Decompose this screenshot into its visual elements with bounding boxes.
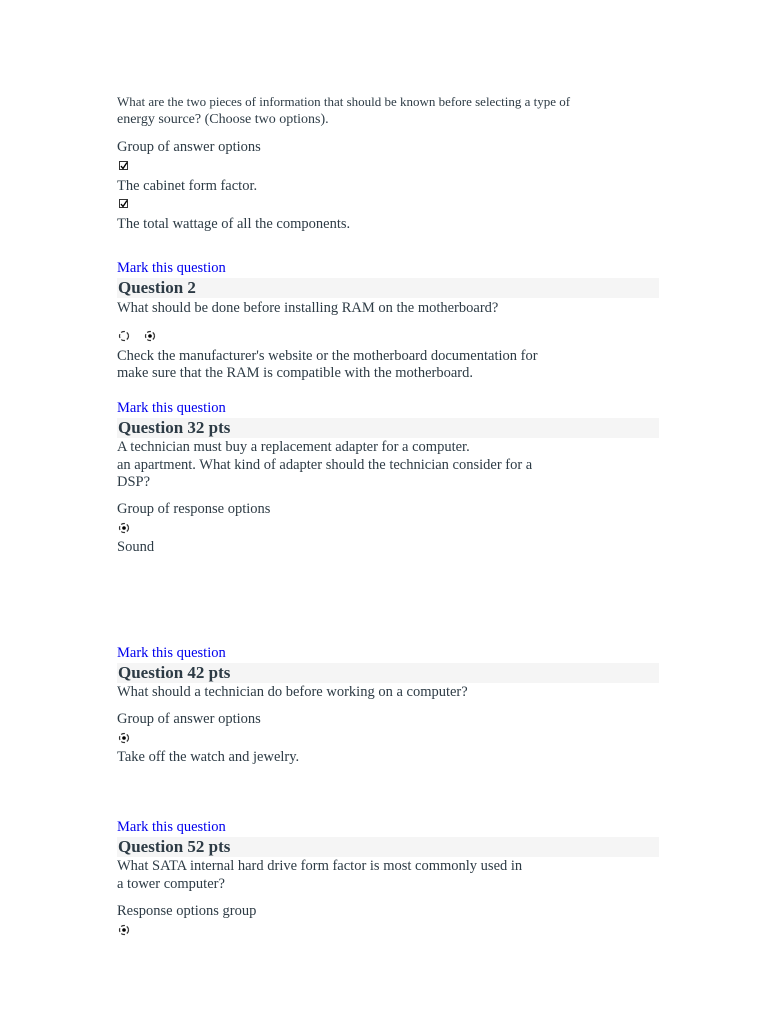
question-5-text-line-2: a tower computer? xyxy=(117,876,225,892)
question-3-header: Question 32 pts xyxy=(117,418,659,438)
question-5-radio-selected[interactable] xyxy=(118,924,130,936)
question-1-text-line-2: energy source? (Choose two options). xyxy=(117,112,329,127)
question-3-answer: Sound xyxy=(117,539,155,555)
question-2-text: What should be done before installing RAM on the motherboard? xyxy=(117,300,499,316)
question-5-text-line-1: What SATA internal hard drive form factor is most commonly used in xyxy=(117,858,523,874)
question-4-text: What should a technician do before working on a computer? xyxy=(117,684,468,700)
mark-question-4-link[interactable]: Mark this question xyxy=(117,645,226,661)
question-5-header: Question 52 pts xyxy=(117,837,659,857)
mark-question-3-link[interactable]: Mark this question xyxy=(117,400,226,416)
mark-question-5-link[interactable]: Mark this question xyxy=(117,819,226,835)
checkmark-icon xyxy=(120,200,128,208)
checkmark-icon xyxy=(120,162,128,170)
radio-selected-icon xyxy=(118,732,130,744)
question-2-answer-line-2: make sure that the RAM is compatible with the motherboard. xyxy=(117,365,473,381)
question-1-option-1-label: The cabinet form factor. xyxy=(117,178,258,194)
question-1-option-2-label: The total wattage of all the components. xyxy=(117,216,351,232)
question-3-group-label: Group of response options xyxy=(117,501,271,517)
radio-selected-icon xyxy=(118,924,130,936)
radio-selected-icon xyxy=(118,522,130,534)
question-4-radio-selected[interactable] xyxy=(118,732,130,744)
question-1-text xyxy=(117,93,617,129)
radio-empty-icon xyxy=(118,330,130,342)
question-4-answer: Take off the watch and jewelry. xyxy=(117,749,300,765)
question-2-header: Question 2 xyxy=(117,278,659,298)
question-5-group-label: Response options group xyxy=(117,903,257,919)
question-3-text-line-2: an apartment. What kind of adapter should the technician consider for a xyxy=(117,457,533,473)
question-1-text-line-1: What are the two pieces of information that should be known before selecting a type of xyxy=(117,94,571,109)
question-4-header: Question 42 pts xyxy=(117,663,659,683)
question-1-option-1-checkbox[interactable] xyxy=(119,161,128,170)
question-2-radio-unselected[interactable] xyxy=(118,330,130,342)
question-4-group-label: Group of answer options xyxy=(117,711,261,727)
question-3-text-line-3: DSP? xyxy=(117,474,151,490)
question-2-answer-line-1: Check the manufacturer's website or the motherboard documentation for xyxy=(117,348,538,364)
question-1-group-label: Group of answer options xyxy=(117,139,261,155)
question-2-radio-selected[interactable] xyxy=(144,330,156,342)
mark-question-2-link[interactable]: Mark this question xyxy=(117,260,226,276)
question-3-text-line-1: A technician must buy a replacement adapter for a computer. xyxy=(117,439,470,455)
question-1-option-2-checkbox[interactable] xyxy=(119,199,128,208)
radio-selected-icon xyxy=(144,330,156,342)
question-3-radio-selected[interactable] xyxy=(118,522,130,534)
